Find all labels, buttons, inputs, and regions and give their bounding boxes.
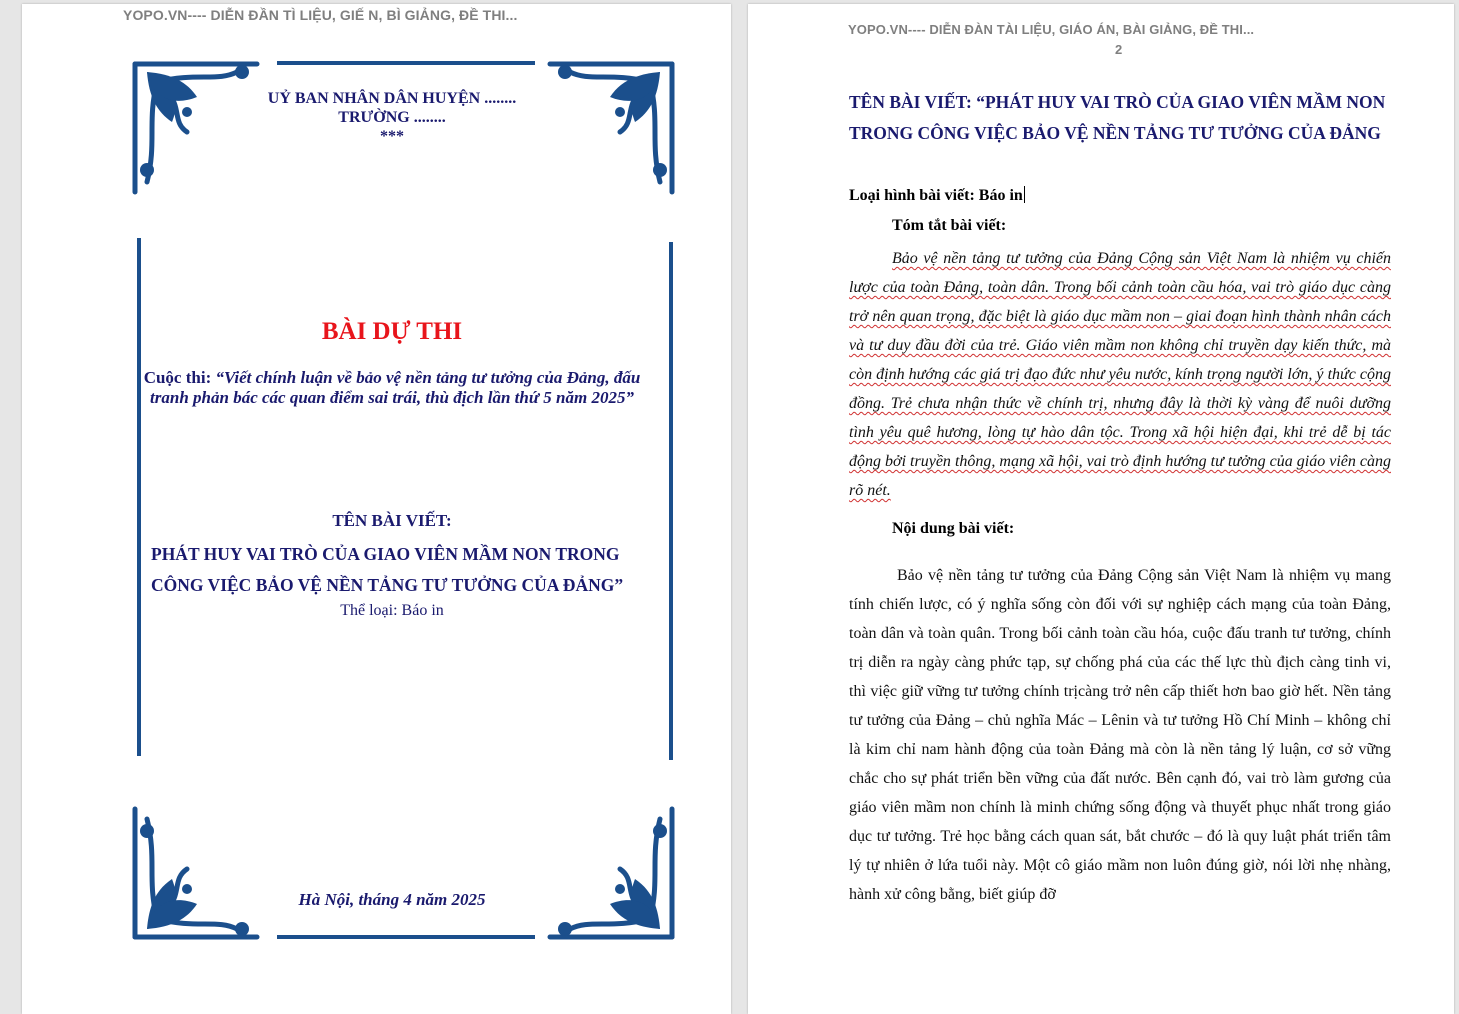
page-header: YOPO.VN---- DIỄN ĐÀN TÀI LIỆU, GIÁO ÁN, BÀI GIẢNG, ĐỀ THI... — [848, 22, 1255, 37]
content-paragraph[interactable]: Bảo vệ nền tảng tư tưởng của Đảng Cộng sản Việt Nam là nhiệm vụ mang tính chiến lược, có ý nghĩa sống còn đối với sự nghiệp cách mạng của toàn Đảng, toàn dân và toàn quân. Trong bối cảnh toàn cầu hóa, cuộc đấu tranh tư tưởng, chính trị diễn ra ngày càng phức tạp, sự chống phá của các thế lực thù địch càng tinh vi, thì việc giữ vững tư tưởng chính trịcàng trở nên cấp thiết hơn bao giờ hết. Nền tảng tư tưởng của Đảng – chủ nghĩa Mác – Lênin và tư tưởng Hồ Chí Minh – không chỉ là kim chỉ nam hành động của toàn Đảng mà còn là nền tảng lý luận, cơ sở vững chắc cho sự phát triển bền vững của đất nước. Bên cạnh đó, vai trò làm gương của giáo viên mầm non chính là minh chứng sống động và thuyết phục nhất trong giáo dục tư tưởng. Trẻ học bằng cách quan sát, bắt chước – đó là quy luật phát triển tâm lý tự nhiên ở lứa tuổi này. Một cô giáo mầm non luôn đúng giờ, nói lời nhẹ nhàng, hành xử công bằng, biết giúp đỡ — [849, 567, 1391, 903]
issuer-line: UỶ BAN NHÂN DÂN HUYỆN ........ — [267, 90, 517, 107]
school-line: TRƯỜNG ........ — [338, 109, 446, 126]
frame-right-line — [669, 242, 673, 760]
genre-line: Thể loại: Báo in — [340, 602, 444, 619]
frame-top-line — [277, 61, 535, 65]
article-type[interactable] — [849, 186, 1025, 205]
summary-text: Bảo vệ nền tảng tư tưởng của Đảng Cộng sản Việt Nam là nhiệm vụ chiến lược của toàn Đảng, toàn dân. Trong bối cảnh toàn cầu hóa, vai trò giáo dục càng trở nên quan trọng, đặc biệt là giáo dục mầm non – giai đoạn hình thành nhân cách và tư duy đầu đời của trẻ. Giáo viên mầm non không chỉ truyền dạy kiến thức, mà còn định hướng các giá trị đạo đức như yêu nước, kính trọng người lớn, ý thức cộng đồng. Trẻ chưa nhận thức về chính trị, nhưng đây là thời kỳ vàng để nuôi dưỡng tình yêu quê hương, lòng tự hào dân tộc. Trong xã hội hiện đại, khi trẻ dễ bị tác động bởi truyền thông, mạng xã hội, vai trò định hướng tư tưởng của giáo viên càng rõ nét. — [849, 250, 1391, 499]
summary-paragraph[interactable] — [849, 244, 1391, 505]
page-number: 2 — [1115, 42, 1123, 57]
separator-stars: *** — [380, 128, 404, 145]
article-title-line: CÔNG VIỆC BẢO VỆ NỀN TẢNG TƯ TƯỞNG CỦA ĐẢNG” — [151, 575, 624, 595]
article-title[interactable]: TÊN BÀI VIẾT: “PHÁT HUY VAI TRÒ CỦA GIAO VIÊN MẦM NON TRONG CÔNG VIỆC BẢO VỆ NỀN TẢNG TƯ TƯỞNG CỦA ĐẢNG — [849, 92, 1386, 143]
contest-block — [142, 368, 642, 408]
frame-left-line — [137, 238, 141, 756]
article-heading: TÊN BÀI VIẾT: — [332, 511, 452, 530]
content-page[interactable] — [748, 4, 1454, 1014]
issuer-block — [202, 89, 582, 146]
summary-heading[interactable]: Tóm tắt bài viết: — [892, 217, 1007, 234]
place-date: Hà Nội, tháng 4 năm 2025 — [298, 890, 486, 909]
article-type-text: Loại hình bài viết: Báo in — [849, 187, 1023, 204]
frame-bottom-line — [277, 935, 535, 939]
content-heading[interactable]: Nội dung bài viết: — [892, 520, 1015, 537]
page-header: YOPO.VN---- DIỄN ĐẦN TÌ LIỆU, GIẾ N, BÌ GIẢNG, ĐỀ THI... — [123, 7, 518, 23]
cover-page — [22, 4, 731, 1014]
doc-type-title: BÀI DỰ THI — [321, 318, 463, 345]
article-title — [151, 539, 671, 601]
corner-ornament-icon — [540, 799, 680, 949]
text-cursor — [1024, 186, 1025, 203]
contest-name: “Viết chính luận về bảo vệ nền tảng tư tưởng của Đảng, đấu tranh phản bác các quan điểm sai trái, thù địch lần thứ 5 năm 2025” — [150, 368, 641, 407]
contest-label: Cuộc thi: — [143, 368, 212, 387]
article-title-line: PHÁT HUY VAI TRÒ CỦA GIAO VIÊN MẦM NON TRONG — [151, 544, 620, 564]
corner-ornament-icon — [127, 799, 267, 949]
